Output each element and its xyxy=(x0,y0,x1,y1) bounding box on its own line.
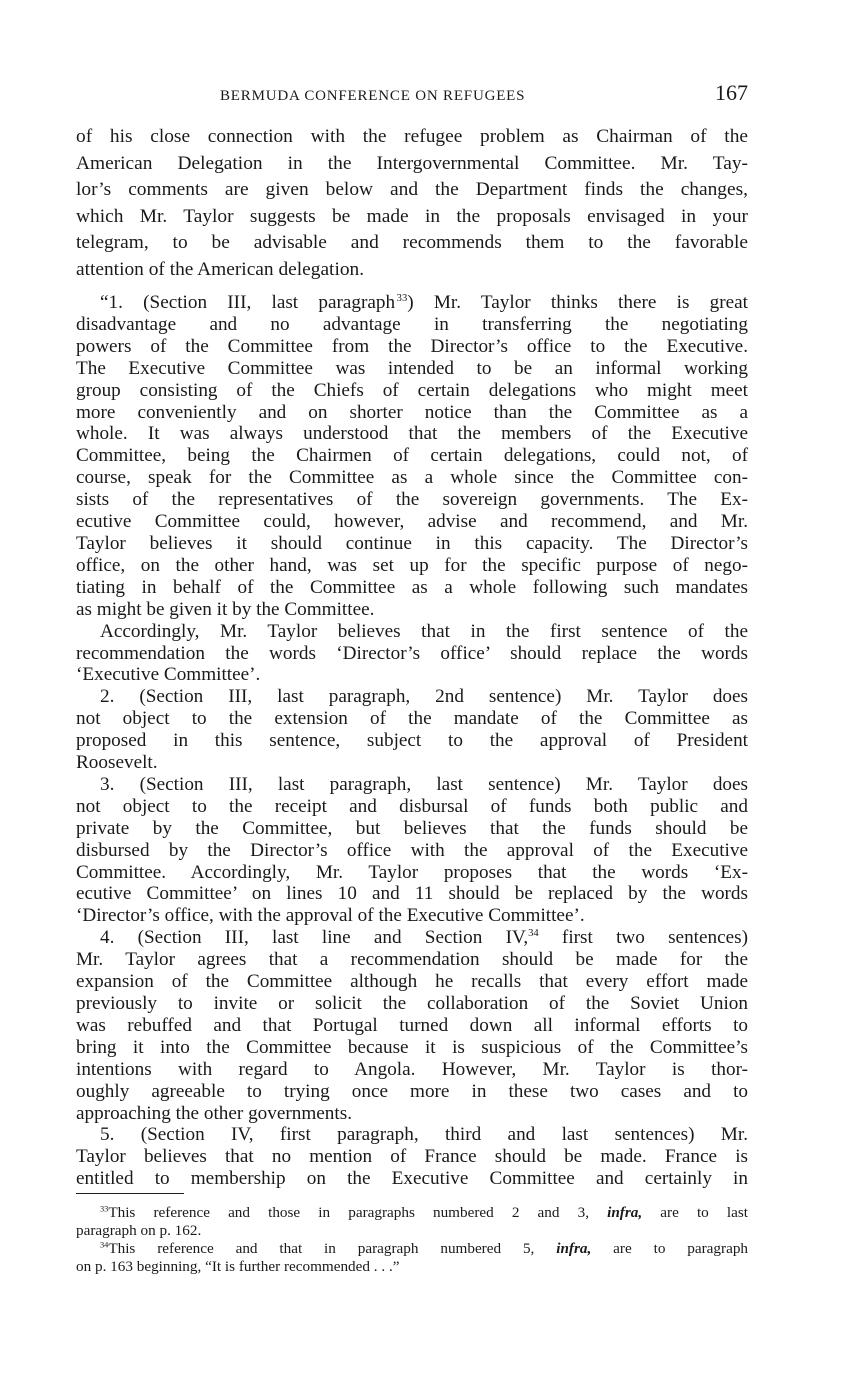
text-run: This reference and those in paragraphs numbered 2 and 3, xyxy=(108,1204,590,1221)
italic-text: infra, xyxy=(607,1204,643,1221)
text-line: Committee. Accordingly, Mr. Taylor proposes that the words ‘Ex- xyxy=(76,861,748,883)
footnote-line: paragraph on p. 162. xyxy=(76,1221,202,1239)
text-line: group consisting of the Chiefs of certain delegations who might meet xyxy=(76,379,748,401)
text-line: not object to the extension of the mandate of the Committee as xyxy=(76,708,748,730)
text-line: oughly agreeable to trying once more in these two cases and to xyxy=(76,1080,748,1102)
text-line: of his close connection with the refugee problem as Chairman of the xyxy=(76,126,748,147)
text-line: intentions with regard to Angola. However, Mr. Taylor is thor- xyxy=(76,1058,748,1080)
text-line: private by the Committee, but believes that the funds should be xyxy=(76,817,748,839)
footnote-mark: 33 xyxy=(100,1204,109,1214)
text-line: proposed in this sentence, subject to the approval of President xyxy=(76,730,748,752)
text-line: Committee, being the Chairmen of certain delegations, could not, of xyxy=(76,445,748,467)
footnote-line: on p. 163 beginning, “It is further recommended . . .” xyxy=(76,1257,400,1275)
italic-text: infra, xyxy=(556,1240,592,1257)
text-line: Taylor believes it should continue in this capacity. The Director’s xyxy=(76,532,748,554)
footnote-divider xyxy=(76,1193,184,1194)
text-run: are to last xyxy=(660,1204,748,1221)
text-line: not object to the receipt and disbursal of funds both public and xyxy=(76,795,748,817)
text-line: attention of the American delegation. xyxy=(76,258,365,280)
text-line: lor’s comments are given below and the Department finds the changes, xyxy=(76,179,748,200)
paragraph-4-first-line xyxy=(76,927,748,949)
text-line: Taylor believes that no mention of France should be made. France is xyxy=(76,1146,748,1168)
text-line: ecutive Committee could, however, advise and recommend, and Mr. xyxy=(76,511,748,533)
footnote-ref-34: 34 xyxy=(528,928,539,940)
text-run: first two sentences) xyxy=(538,927,748,949)
footnote-mark: 34 xyxy=(100,1240,109,1250)
page-number: 167 xyxy=(715,80,748,105)
text-line: previously to invite or solicit the collaboration of the Soviet Union xyxy=(76,993,748,1014)
text-line: which Mr. Taylor suggests be made in the proposals envisaged in your xyxy=(76,205,748,227)
text-line: more conveniently and on shorter notice than the Committee as a xyxy=(76,401,748,423)
paragraph-1-first-line xyxy=(76,292,748,314)
text-line: sists of the representatives of the sovereign governments. The Ex- xyxy=(76,489,748,511)
text-line: 3. (Section III, last paragraph, last sentence) Mr. Taylor does xyxy=(100,773,748,795)
text-line: was rebuffed and that Portugal turned down all informal efforts to xyxy=(76,1014,748,1036)
footnote-ref-33: 33 xyxy=(396,293,408,305)
text-line: office, on the other hand, was set up for the specific purpose of nego- xyxy=(76,554,748,576)
text-run: 4. (Section III, last line and Section IV, xyxy=(100,927,529,949)
text-line: 2. (Section III, last paragraph, 2nd sentence) Mr. Taylor does xyxy=(100,686,748,708)
text-line: disadvantage and no advantage in transferring the negotiating xyxy=(76,313,748,335)
quoted-comments xyxy=(76,292,748,1190)
page-header xyxy=(76,80,748,112)
text-line: recommendation the words ‘Director’s office’ should replace the words xyxy=(76,642,748,664)
text-line: Mr. Taylor agrees that a recommendation should be made for the xyxy=(76,949,748,971)
text-run: This reference and that in paragraph numbered 5, xyxy=(108,1240,535,1257)
lead-paragraph xyxy=(76,124,748,283)
footnote-33 xyxy=(76,1204,748,1239)
text-line: American Delegation in the Intergovernmental Committee. Mr. Tay- xyxy=(76,152,748,174)
text-line: course, speak for the Committee as a whole since the Committee con- xyxy=(76,467,748,489)
text-line: ecutive Committee’ on lines 10 and 11 should be replaced by the words xyxy=(76,883,748,905)
text-line: tiating in behalf of the Committee as a whole following such mandates xyxy=(76,576,748,598)
running-head: BERMUDA CONFERENCE ON REFUGEES xyxy=(220,88,526,104)
footnote-line xyxy=(76,1240,748,1258)
text-line: as might be given it by the Committee. xyxy=(76,598,375,620)
text-line: bring it into the Committee because it is suspicious of the Committee’s xyxy=(76,1036,748,1058)
text-line: Roosevelt. xyxy=(76,752,158,774)
text-line: powers of the Committee from the Director’s office to the Executive. xyxy=(76,335,748,357)
footnote-line xyxy=(76,1204,748,1222)
text-line: ‘Executive Committee’. xyxy=(76,664,261,686)
footnote-34 xyxy=(76,1240,748,1275)
text-line: 5. (Section IV, first paragraph, third and last sentences) Mr. xyxy=(100,1124,748,1146)
text-line: The Executive Committee was intended to be an informal working xyxy=(76,357,748,379)
text-line: Accordingly, Mr. Taylor believes that in the first sentence of the xyxy=(100,620,748,642)
text-line: telegram, to be advisable and recommends them to the favorable xyxy=(76,232,748,253)
text-line: expansion of the Committee although he recalls that every effort made xyxy=(76,971,748,993)
text-run: ) Mr. Taylor thinks there is great xyxy=(407,292,748,313)
text-line: entitled to membership on the Executive Committee and certainly in xyxy=(76,1168,748,1190)
text-line: whole. It was always understood that the members of the Executive xyxy=(76,423,748,445)
text-line: disbursed by the Director’s office with the approval of the Executive xyxy=(76,839,748,861)
text-line: ‘Director’s office, with the approval of the Executive Committee’. xyxy=(76,905,585,927)
text-run: “1. (Section III, last paragraph xyxy=(100,292,396,313)
text-run: are to paragraph xyxy=(613,1240,749,1257)
text-line: approaching the other governments. xyxy=(76,1102,352,1124)
